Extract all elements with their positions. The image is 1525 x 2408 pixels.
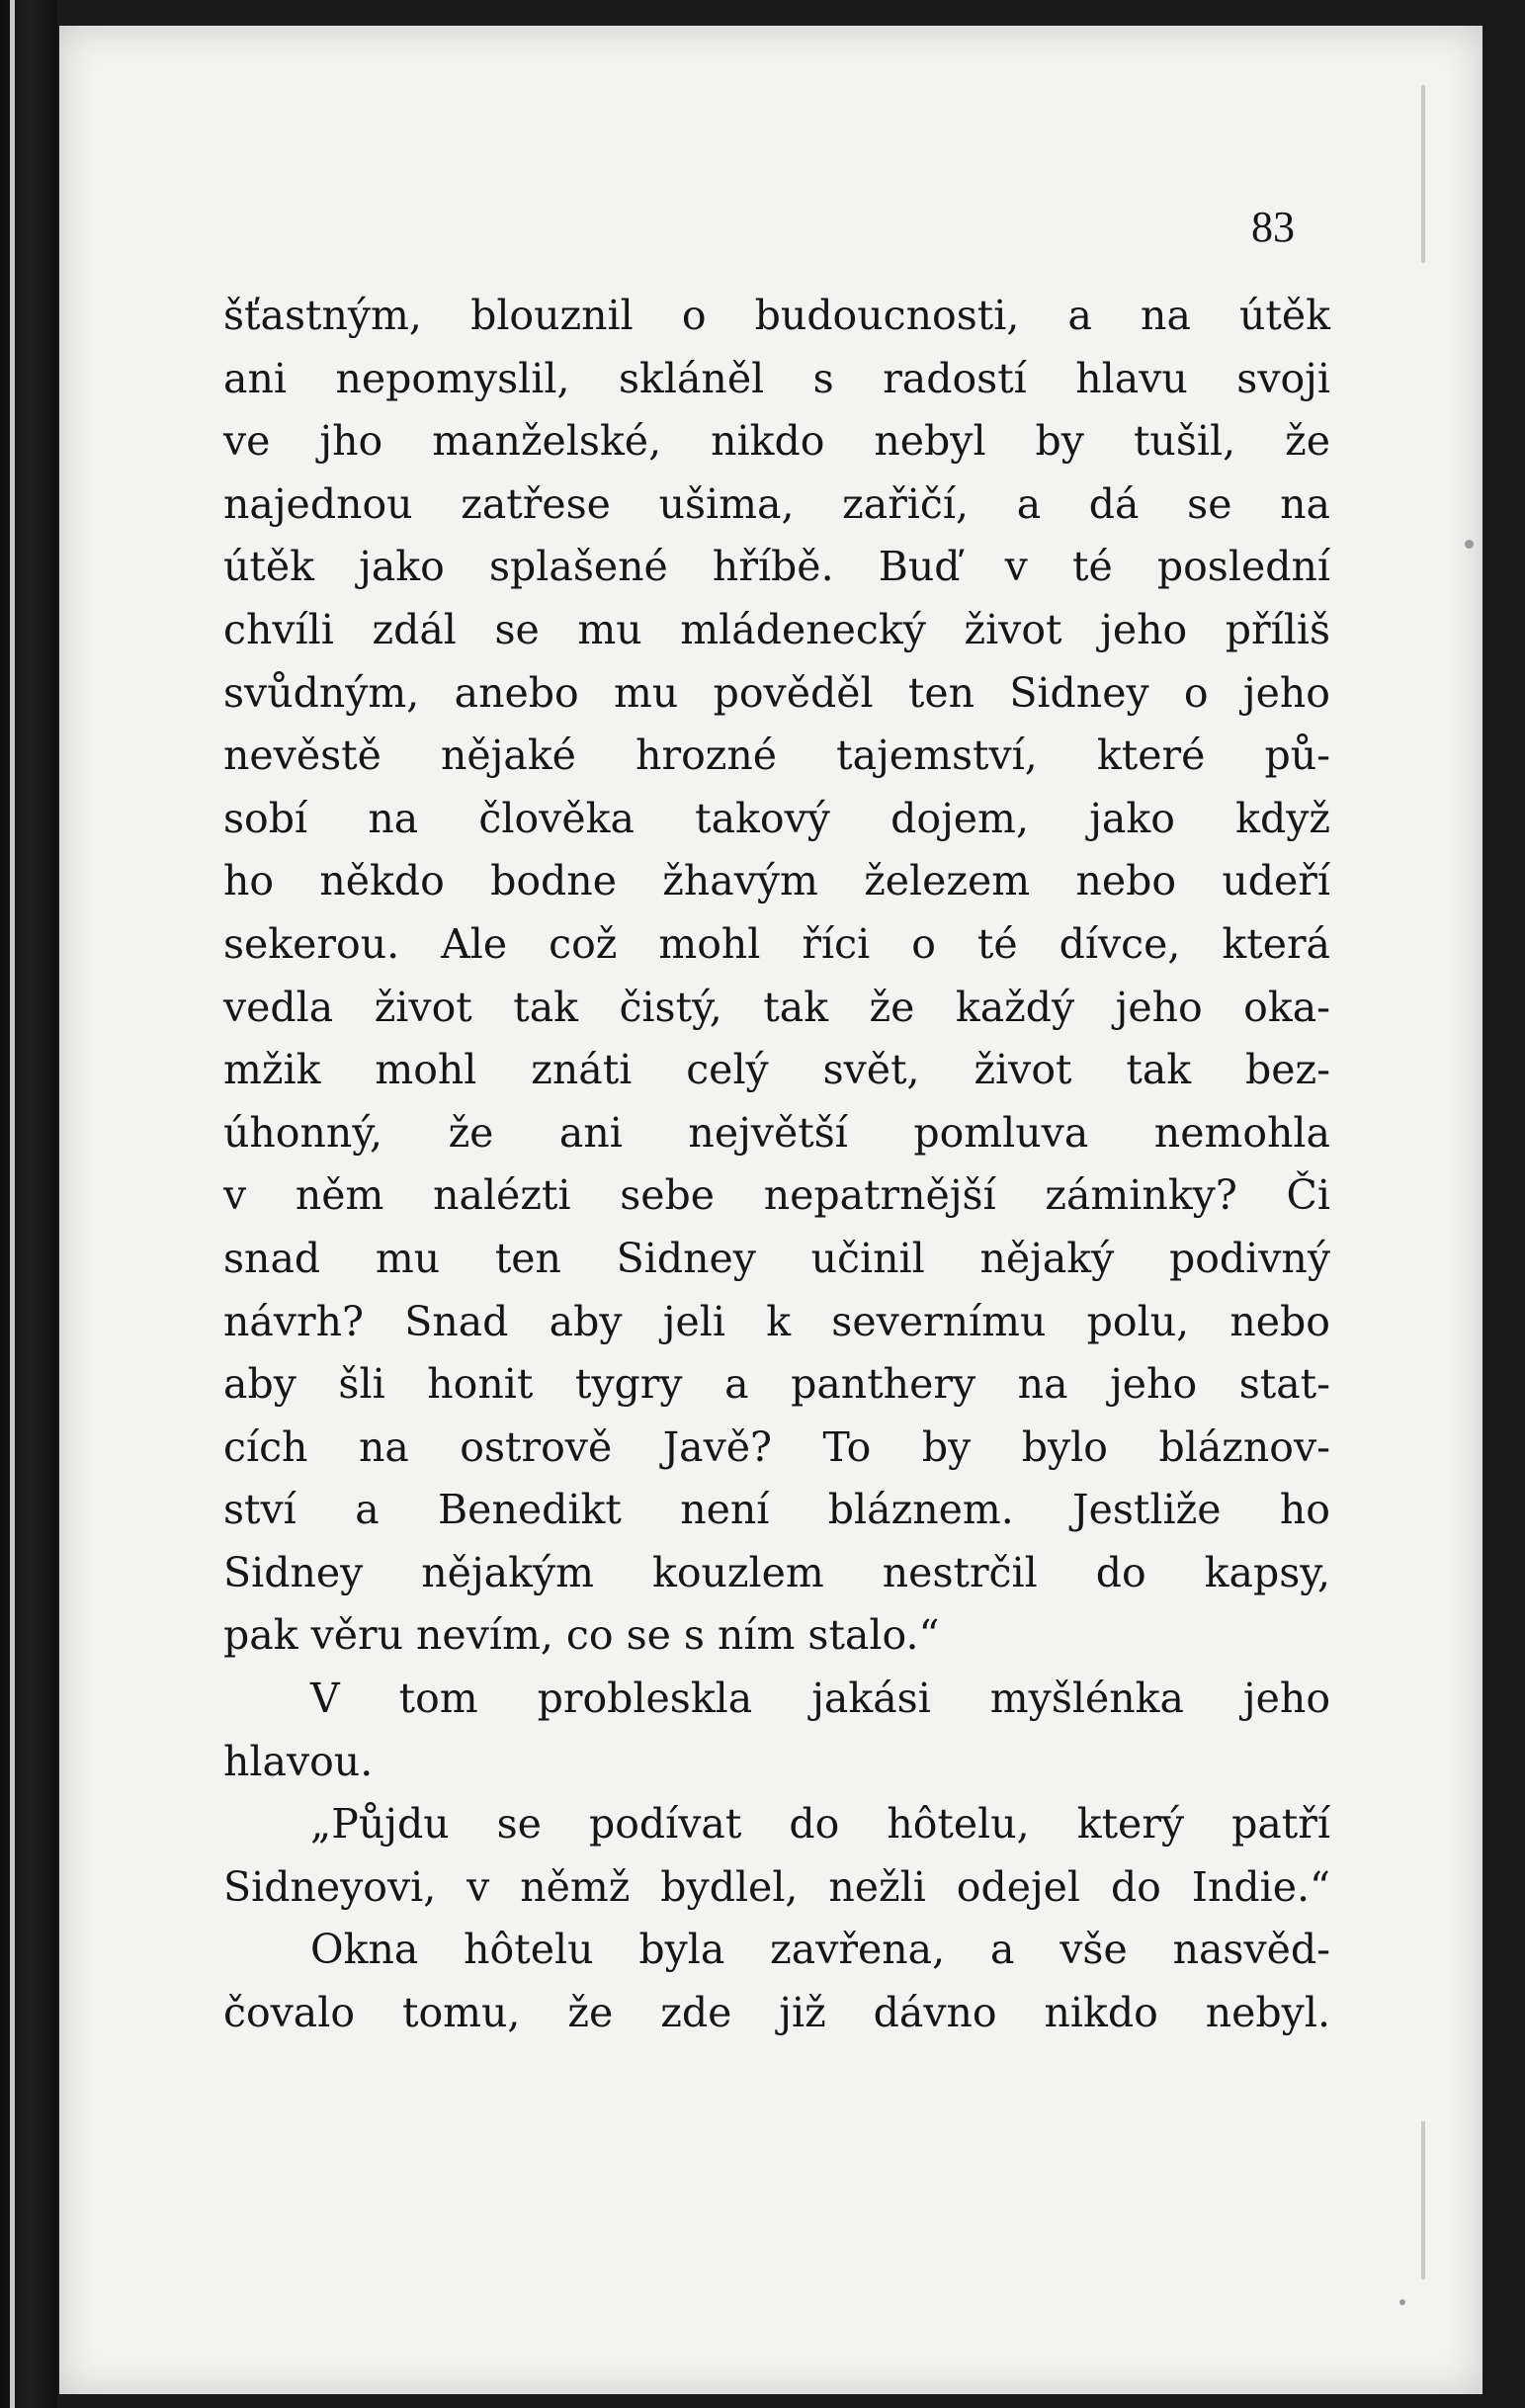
text-line: ho někdo bodne žhavým železem nebo udeří bbox=[223, 857, 1330, 905]
text-line: chvíli zdál se mu mládenecký život jeho příliš bbox=[223, 605, 1330, 653]
text-line: vedla život tak čistý, tak že každý jeho oka- bbox=[223, 983, 1330, 1031]
text-line: v něm nalézti sebe nepatrnější záminky? Či bbox=[223, 1171, 1330, 1220]
dust-speck bbox=[1399, 2299, 1405, 2305]
text-line: návrh? Snad aby jeli k severnímu polu, nebo bbox=[223, 1297, 1330, 1345]
binding-edge bbox=[0, 0, 57, 2408]
text-line: ství a Benedikt není bláznem. Jestliže ho bbox=[223, 1486, 1330, 1534]
text-line: sekerou. Ale což mohl říci o té dívce, která bbox=[223, 919, 1330, 968]
text-line: svůdným, anebo mu pověděl ten Sidney o jeho bbox=[223, 668, 1330, 717]
page-edge-mark bbox=[1421, 2121, 1425, 2279]
body-text bbox=[223, 285, 1330, 2045]
text-line: cích na ostrově Javě? To by bylo bláznov- bbox=[223, 1422, 1330, 1471]
dust-speck bbox=[1465, 540, 1474, 549]
text-line: najednou zatřese ušima, zařičí, a dá se na bbox=[223, 479, 1330, 528]
text-line: snad mu ten Sidney učinil nějaký podivný bbox=[223, 1234, 1330, 1282]
text-line: hlavou. bbox=[223, 1737, 374, 1785]
text-line: nevěstě nějaké hrozné tajemství, které pů- bbox=[223, 731, 1330, 780]
text-line: šťastným, blouznil o budoucnosti, a na útěk bbox=[223, 292, 1330, 339]
page-number: 83 bbox=[1251, 203, 1295, 251]
text-line: ani nepomyslil, skláněl s radostí hlavu svoji bbox=[223, 354, 1330, 402]
text-line: čovalo tomu, že zde již dávno nikdo nebyl. bbox=[223, 1989, 1330, 2037]
text-line: Sidney nějakým kouzlem nestrčil do kapsy, bbox=[223, 1548, 1330, 1596]
binding-edge-line bbox=[10, 0, 15, 2408]
text-line: útěk jako splašené hříbě. Buď v té poslední bbox=[223, 543, 1330, 591]
page-edge-mark bbox=[1421, 85, 1425, 263]
text-line: V tom probleskla jakási myšlénka jeho bbox=[310, 1675, 1330, 1723]
text-line: Okna hôtelu byla zavřena, a vše nasvěd- bbox=[310, 1926, 1330, 1974]
text-line: úhonný, že ani největší pomluva nemohla bbox=[223, 1108, 1330, 1157]
text-line: sobí na člověka takový dojem, jako když bbox=[223, 794, 1330, 842]
text-line: „Půjdu se podívat do hôtelu, který patří bbox=[310, 1800, 1330, 1849]
text-line: pak věru nevím, co se s ním stalo.“ bbox=[223, 1611, 940, 1660]
book-page bbox=[59, 26, 1483, 2394]
text-line: ve jho manželské, nikdo nebyl by tušil, že bbox=[223, 417, 1330, 466]
text-line: aby šli honit tygry a panthery na jeho stat- bbox=[223, 1360, 1330, 1409]
text-line: mžik mohl znáti celý svět, život tak bez- bbox=[223, 1046, 1330, 1094]
text-line: Sidneyovi, v němž bydlel, nežli odejel do Indie.“ bbox=[223, 1862, 1330, 1911]
